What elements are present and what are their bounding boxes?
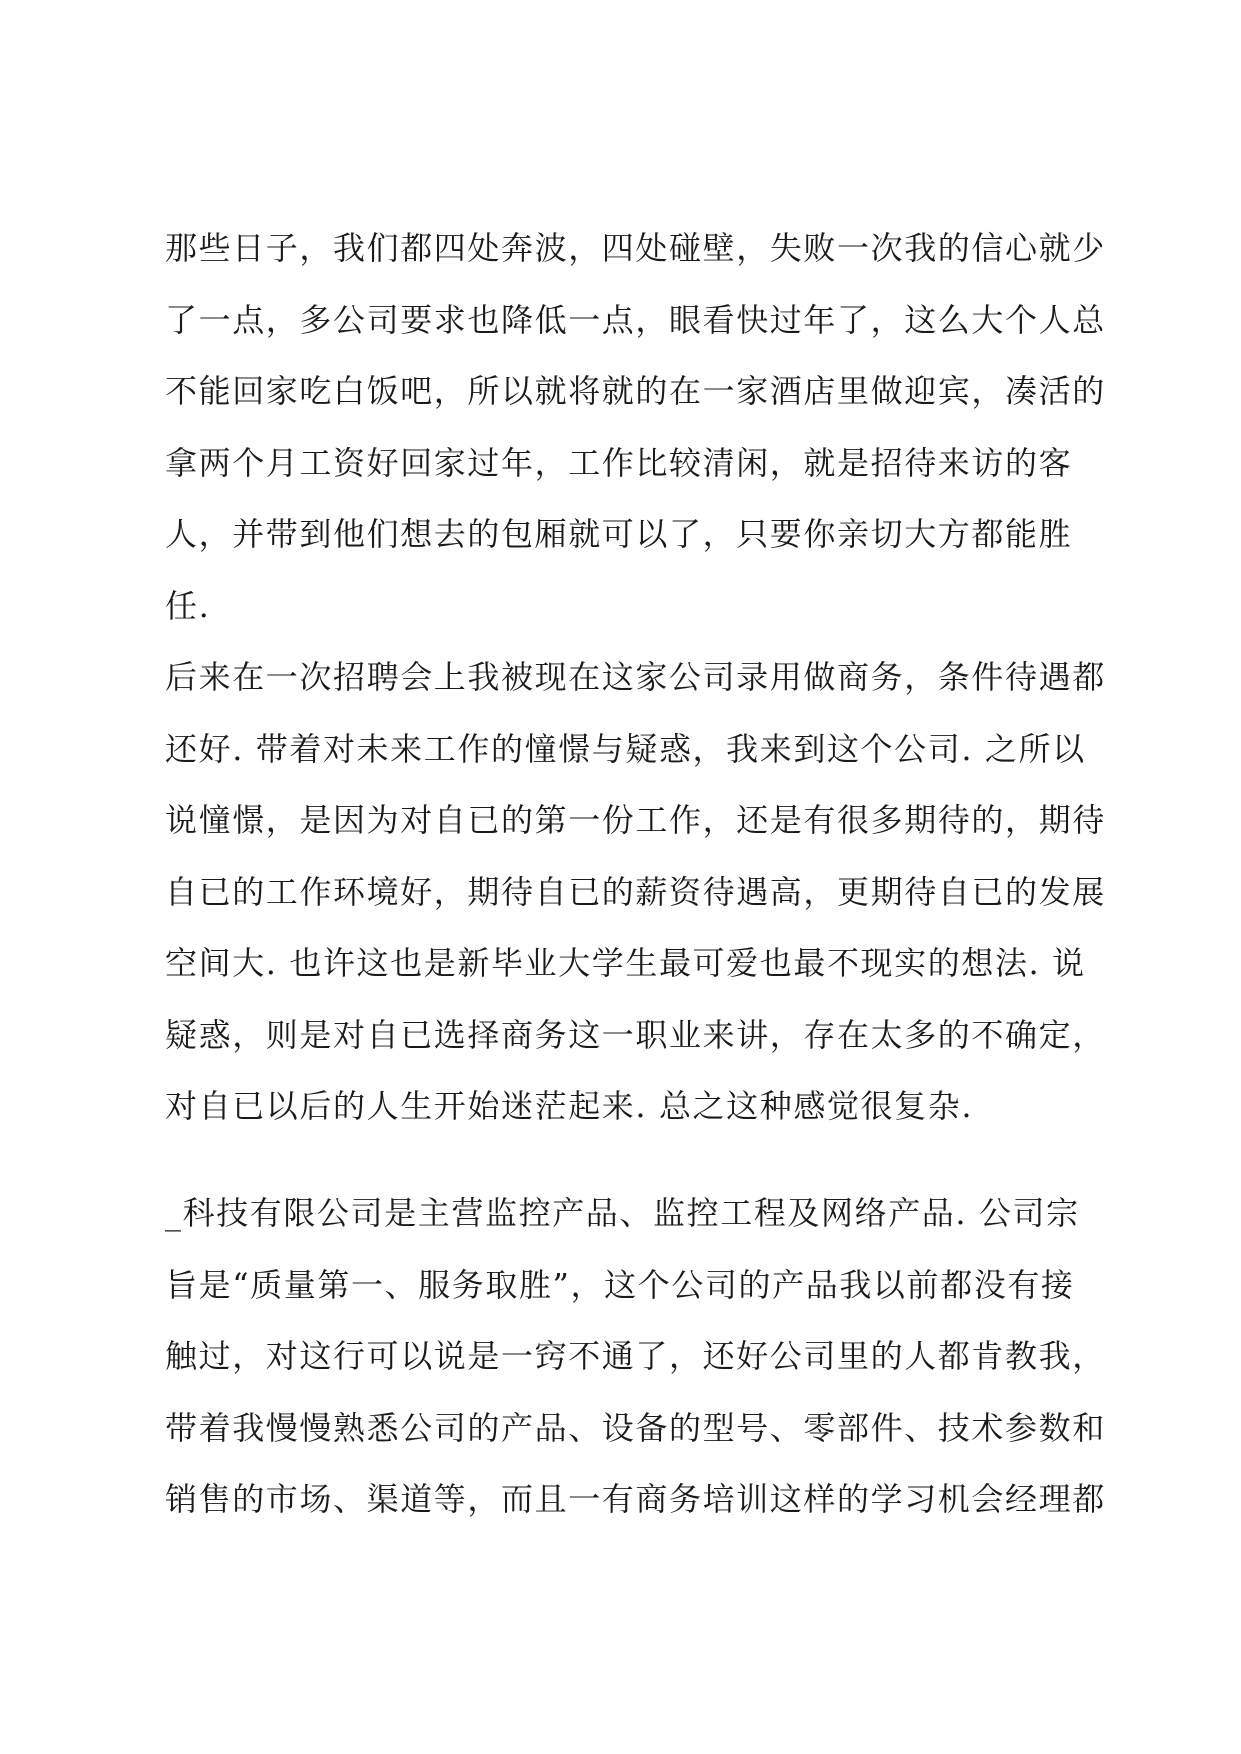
text-line: 拿两个月工资好回家过年，工作比较清闲，就是招待来访的客 bbox=[165, 443, 1073, 482]
text-line: 了一点，多公司要求也降低一点，眼看快过年了，这么大个人总 bbox=[165, 300, 1106, 339]
text-line: 自已的工作环境好，期待自已的薪资待遇高，更期待自已的发展 bbox=[165, 872, 1106, 911]
paragraph-job-search bbox=[165, 213, 1106, 642]
text-line: 带着我慢慢熟悉公司的产品、设备的型号、零部件、技术参数和 bbox=[165, 1408, 1106, 1447]
text-line: 不能回家吃白饭吧，所以就将就的在一家酒店里做迎宾，凑活的 bbox=[165, 372, 1106, 410]
text-line: 后来在一次招聘会上我被现在这家公司录用做商务，条件待遇都 bbox=[165, 658, 1106, 696]
text-line: 那些日子，我们都四处奔波，四处碰壁，失败一次我的信心就少 bbox=[165, 229, 1106, 267]
paragraph-new-job bbox=[165, 642, 1106, 1143]
text-line: 空间大. 也许这也是新毕业大学生最可爱也最不现实的想法. 说 bbox=[165, 944, 1086, 982]
text-line: _科技有限公司是主营监控产品、监控工程及网络产品. 公司宗 bbox=[165, 1194, 1080, 1232]
text-line: 任. bbox=[165, 586, 211, 625]
text-line: 还好. 带着对未来工作的憧憬与疑惑，我来到这个公司. 之所以 bbox=[165, 729, 1086, 768]
text-line: 人，并带到他们想去的包厢就可以了，只要你亲切大方都能胜 bbox=[165, 515, 1073, 553]
text-line: 触过，对这行可以说是一窍不通了，还好公司里的人都肯教我， bbox=[165, 1337, 1106, 1375]
text-line: 旨是“质量第一、服务取胜”，这个公司的产品我以前都没有接 bbox=[165, 1265, 1075, 1304]
text-line: 对自已以后的人生开始迷茫起来. 总之这种感觉很复杂. bbox=[165, 1087, 974, 1125]
text-line: 疑惑，则是对自已选择商务这一职业来讲，存在太多的不确定， bbox=[165, 1015, 1106, 1054]
paragraph-company-intro bbox=[165, 1178, 1106, 1536]
text-line: 说憧憬，是因为对自已的第一份工作，还是有很多期待的，期待 bbox=[165, 801, 1106, 839]
text-line: 销售的市场、渠道等，而且一有商务培训这样的学习机会经理都 bbox=[165, 1480, 1106, 1518]
